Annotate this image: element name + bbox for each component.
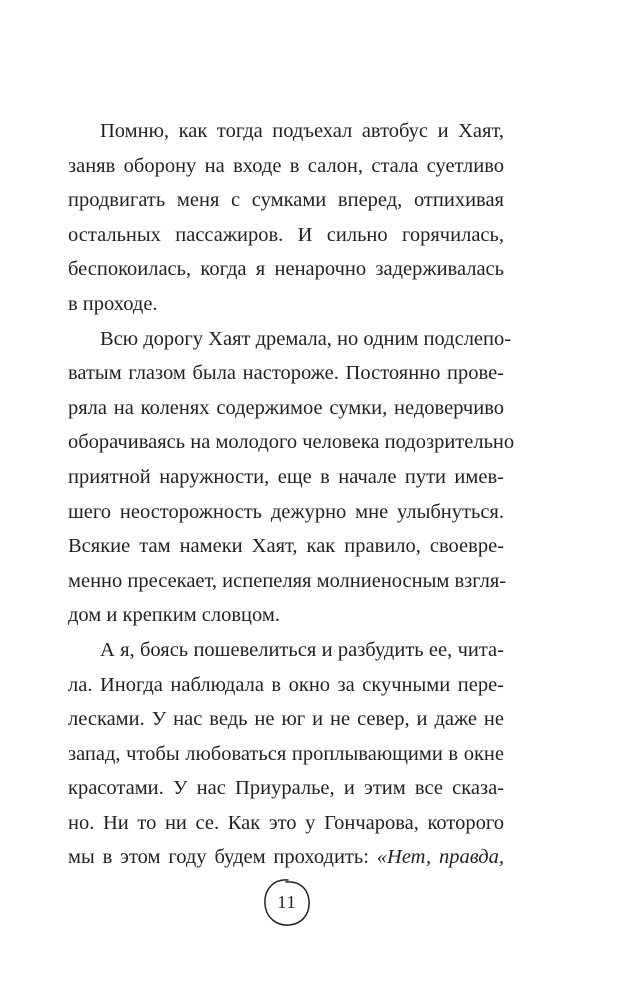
text-line: приятной наружности, еще в начале пути имев- bbox=[68, 465, 504, 488]
text-line: продвигать меня с сумками вперед, отпихивая bbox=[68, 189, 504, 212]
text-line: Всякие там намеки Хаят, как правило, своевре- bbox=[68, 535, 504, 558]
text-line: беспокоилась, когда я ненарочно задерживалась bbox=[68, 258, 504, 281]
text-line: заняв оборону на входе в салон, стала суетливо bbox=[68, 154, 504, 177]
text-line: менно пресекает, испепеляя молниеносным взгля- bbox=[68, 569, 507, 592]
text-line: лесками. У нас ведь не юг и не север, и даже не bbox=[68, 708, 504, 731]
body-text bbox=[68, 114, 515, 875]
text-line: оборачиваясь на молодого человека подозрительно bbox=[68, 431, 515, 454]
text-line: запад, чтобы любоваться проплывающими в окне bbox=[68, 742, 504, 765]
text-line: А я, боясь пошевелиться и разбудить ее, чита- bbox=[100, 638, 504, 661]
text-line: красотами. У нас Приуралье, и этим все сказа- bbox=[68, 777, 504, 800]
text-line: ла. Иногда наблюдала в окно за скучными пере- bbox=[68, 673, 504, 696]
text-line: ряла на коленях содержимое сумки, недоверчиво bbox=[68, 396, 504, 419]
text-line-final bbox=[68, 840, 504, 875]
page-number-badge bbox=[259, 876, 315, 930]
text-line: Всю дорогу Хаят дремала, но одним подслепо- bbox=[100, 327, 512, 350]
final-line-regular: мы в этом году будем проходить: bbox=[68, 846, 377, 869]
page-number: 11 bbox=[277, 892, 297, 912]
text-line: ватым глазом была настороже. Постоянно прове- bbox=[68, 362, 504, 385]
text-line: дом и крепким словцом. bbox=[68, 604, 280, 627]
text-line: остальных пассажиров. И сильно горячилась, bbox=[68, 223, 504, 246]
text-line: но. Ни то ни се. Как это у Гончарова, которого bbox=[68, 811, 504, 834]
text-line: шего неосторожность дежурно мне улыбнуться. bbox=[68, 500, 504, 523]
text-line: в проходе. bbox=[68, 292, 158, 315]
text-line: Помню, как тогда подъехал автобус и Хаят, bbox=[100, 120, 504, 142]
final-line-italic: «Нет, правда, bbox=[376, 846, 504, 869]
